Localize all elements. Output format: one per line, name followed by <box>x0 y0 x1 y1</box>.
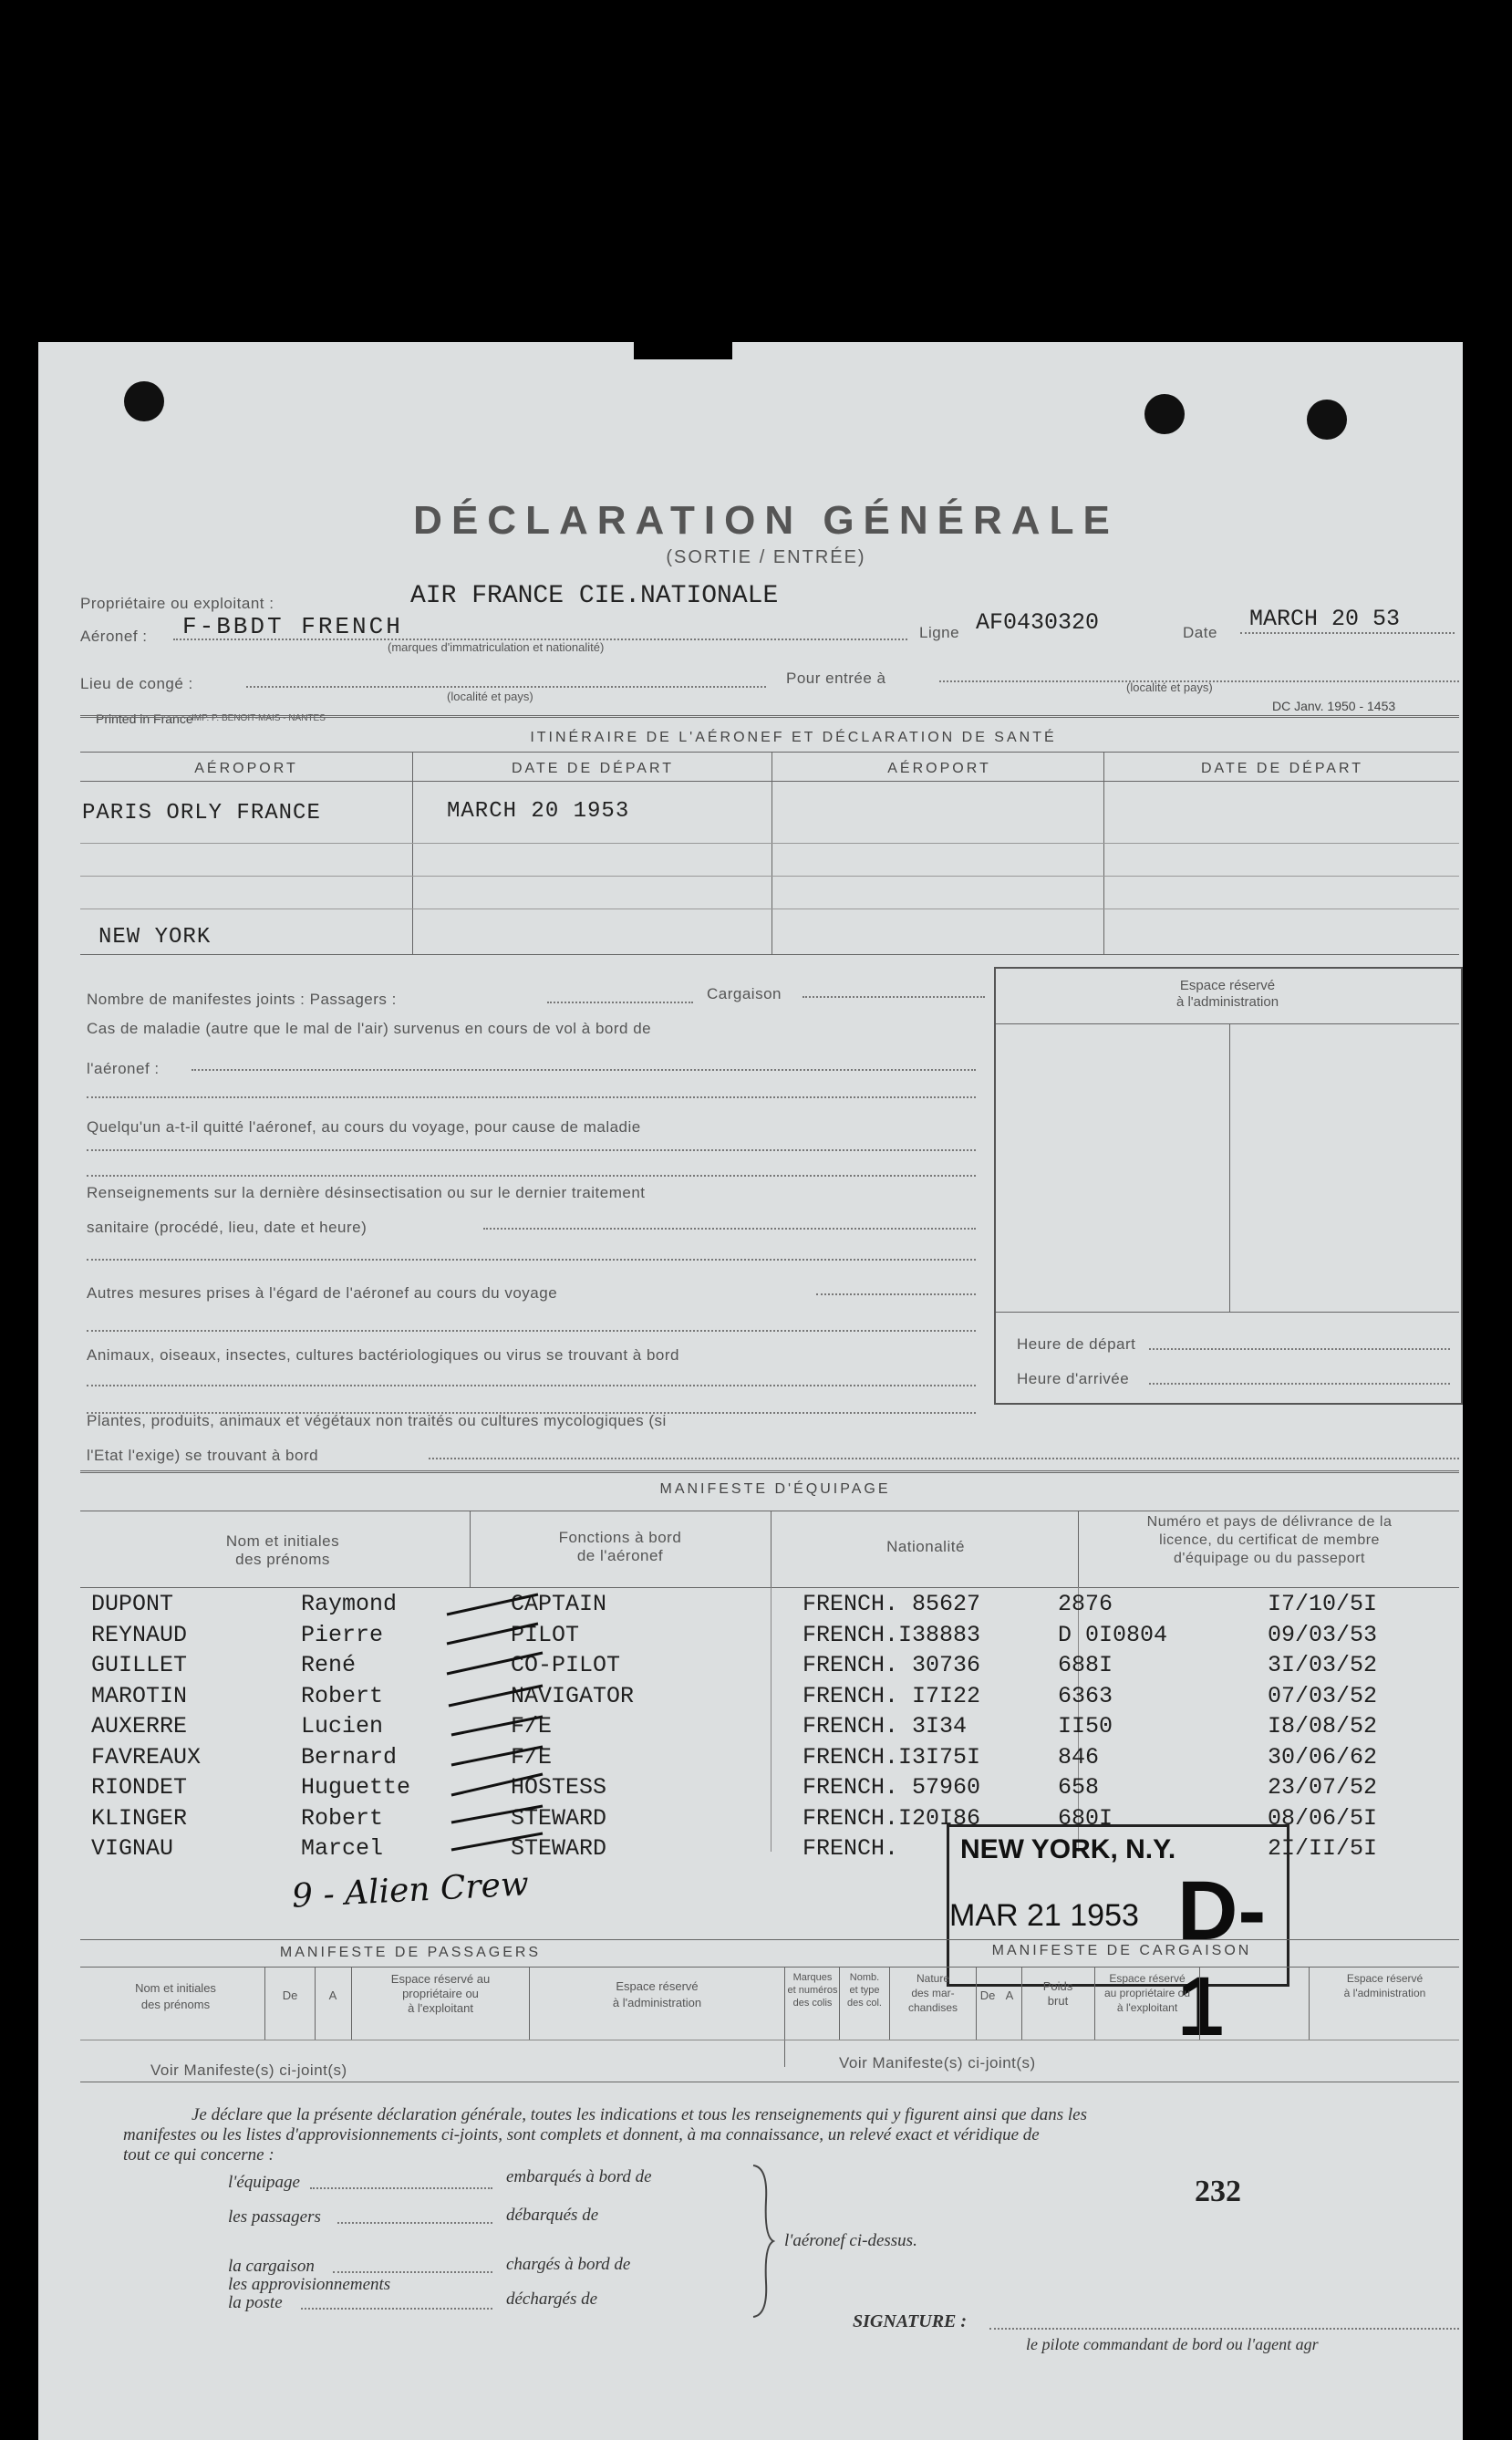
crew-nationality: FRENCH. 85627 <box>803 1591 981 1617</box>
crew-first-name: Robert <box>301 1804 384 1832</box>
cargo-h-count-1: Nomb. <box>849 1972 880 1983</box>
crew-surname: KLINGER <box>91 1804 188 1832</box>
crew-licence-number: II50 <box>1058 1713 1113 1739</box>
declaration-passengers: les passagers <box>228 2207 321 2227</box>
cargo-h-marks-3: des colis <box>792 1998 833 2009</box>
crew-function: F/E <box>511 1713 553 1739</box>
crew-first-name: Raymond <box>301 1591 398 1617</box>
cargo-h-weight-1: Poids <box>1042 1979 1073 1993</box>
declaration-crew: l'équipage <box>228 2173 300 2192</box>
cargo-h-count-2: et type <box>849 1985 880 1996</box>
crew-first-name: Bernard <box>301 1743 398 1770</box>
cargo-h-weight-2: brut <box>1047 1994 1069 2008</box>
left-aircraft-label: Quelqu'un a-t-il quitté l'aéronef, au cours du voyage, pour cause de maladie <box>87 1118 641 1136</box>
cargo-h-marks-1: Marques <box>792 1972 833 1983</box>
crew-row <box>91 1591 1459 1622</box>
crew-licence-number: 2876 <box>1058 1591 1113 1617</box>
crew-nationality: FRENCH. 57960 <box>803 1774 981 1801</box>
crew-function: CO-PILOT <box>511 1652 621 1678</box>
cargo-h-from: De <box>979 1988 996 2002</box>
crew-licence-number: 680I <box>1058 1804 1113 1832</box>
declaration-cargo: la cargaison <box>228 2257 315 2276</box>
other-measures-label: Autres mesures prises à l'égard de l'aéronef au cours du voyage <box>87 1284 558 1302</box>
cargo-label: Cargaison <box>707 985 782 1002</box>
cargo-h-nature-3: chandises <box>907 2001 958 2014</box>
crew-nationality: FRENCH.I38883 <box>803 1621 981 1648</box>
departure-time-label: Heure de départ <box>1017 1335 1136 1353</box>
declaration-aircraft: l'aéronef ci-dessus. <box>784 2231 917 2250</box>
crew-function: CAPTAIN <box>511 1591 607 1617</box>
signature-label: SIGNATURE : <box>853 2311 968 2331</box>
col-airport: AÉROPORT <box>194 761 298 776</box>
aircraft-note: (marques d'immatriculation et nationalité) <box>388 640 605 654</box>
crew-licence-number: 658 <box>1058 1774 1100 1801</box>
crew-function: F/E <box>511 1743 553 1770</box>
col-crew-function-2: de l'aéronef <box>576 1547 664 1564</box>
stamp-date: MAR 21 1953 <box>949 1898 1139 1933</box>
entry-label: Pour entrée à <box>786 670 886 687</box>
crew-first-name: Huguette <box>301 1774 411 1801</box>
disinsect-line2: sanitaire (procédé, lieu, date et heure) <box>87 1219 368 1236</box>
crew-licence-date: 3I/03/52 <box>1268 1652 1378 1678</box>
form-reference: DC Janv. 1950 - 1453 <box>1272 699 1396 713</box>
col-crew-licence-3: d'équipage ou du passeport <box>1174 1551 1365 1566</box>
crew-surname: RIONDET <box>91 1774 188 1801</box>
animals-label: Animaux, oiseaux, insectes, cultures bactériologiques ou virus se trouvant à bord <box>87 1346 679 1364</box>
pax-h-op-1: Espace réservé au <box>390 1972 491 1986</box>
stamp-place: NEW YORK, N.Y. <box>960 1834 1176 1864</box>
punch-hole <box>1307 400 1347 440</box>
crew-row <box>91 1744 1459 1775</box>
crew-function: HOSTESS <box>511 1774 607 1801</box>
cargo-h-op-2: au propriétaire ou <box>1103 1987 1191 1999</box>
admin-title-2: à l'administration <box>1175 994 1279 1010</box>
crew-licence-number: 6363 <box>1058 1682 1113 1709</box>
entry-note: (localité et pays) <box>1126 680 1213 694</box>
crew-manifest-title: MANIFESTE D'ÉQUIPAGE <box>659 1481 891 1497</box>
owner-value: AIR FRANCE CIE.NATIONALE <box>410 582 779 610</box>
line-label: Ligne <box>919 624 960 641</box>
cargo-h-op-3: à l'exploitant <box>1116 2001 1178 2014</box>
cargo-h-admin-2: à l'administration <box>1343 1987 1426 1999</box>
col-departure-date-2: DATE DE DÉPART <box>1200 761 1364 776</box>
crew-surname: MAROTIN <box>91 1682 188 1709</box>
col-crew-licence-2: licence, du certificat de membre <box>1159 1532 1380 1548</box>
crew-licence-date: I8/08/52 <box>1268 1713 1378 1739</box>
form-subtitle: (SORTIE / ENTRÉE) <box>666 547 866 567</box>
declaration-loaded: chargés à bord de <box>506 2255 631 2274</box>
declaration-line3: tout ce qui concerne : <box>123 2145 274 2165</box>
crew-licence-number: 688I <box>1058 1652 1113 1678</box>
admin-title-1: Espace réservé <box>1179 978 1276 993</box>
itinerary-row1-date: MARCH 20 1953 <box>447 799 630 824</box>
handwritten-alien-crew: 9 - Alien Crew <box>291 1865 530 1916</box>
sickness-line1: Cas de maladie (autre que le mal de l'air) survenus en cours de vol à bord de <box>87 1020 652 1037</box>
itinerary-row1-airport: PARIS ORLY FRANCE <box>82 801 321 825</box>
cargo-see-attached: Voir Manifeste(s) ci-joint(s) <box>839 2054 1036 2071</box>
passenger-manifest-title: MANIFESTE DE PASSAGERS <box>279 1945 542 1960</box>
crew-licence-date: I7/10/5I <box>1268 1591 1378 1617</box>
pax-h-to: A <box>328 1988 337 2002</box>
col-crew-licence-1: Numéro et pays de délivrance de la <box>1146 1514 1393 1530</box>
declaration-embarked: embarqués à bord de <box>506 2167 652 2186</box>
crew-licence-number: D 0I0804 <box>1058 1621 1168 1648</box>
date-value: MARCH 20 53 <box>1249 606 1401 632</box>
sickness-line2: l'aéronef : <box>87 1060 160 1077</box>
crew-nationality: FRENCH.I3I75I <box>803 1743 981 1770</box>
crew-licence-date: 07/03/52 <box>1268 1682 1378 1709</box>
itinerary-last-airport: NEW YORK <box>98 925 212 950</box>
crew-nationality: FRENCH.I20I86 <box>803 1804 981 1832</box>
crew-first-name: René <box>301 1652 357 1678</box>
col-crew-function-1: Fonctions à bord <box>558 1529 682 1546</box>
crew-first-name: Marcel <box>301 1835 384 1862</box>
pax-h-name-1: Nom et initiales <box>135 1981 216 1995</box>
signature-note: le pilote commandant de bord ou l'agent agr <box>1026 2335 1319 2353</box>
pax-h-admin-1: Espace réservé <box>616 1979 699 1993</box>
cargo-manifest-title: MANIFESTE DE CARGAISON <box>991 1943 1252 1958</box>
crew-licence-date: 09/03/53 <box>1268 1621 1378 1648</box>
declaration-line1: Je déclare que la présente déclaration générale, toutes les indications et tous les renseignements qui y figurent ainsi que dans les <box>192 2105 1087 2124</box>
arrival-time-label: Heure d'arrivée <box>1017 1370 1130 1387</box>
crew-row <box>91 1622 1459 1653</box>
pax-h-from: De <box>282 1988 298 2002</box>
line-value: AF0430320 <box>976 609 1100 636</box>
cargo-h-to: A <box>1005 1988 1014 2002</box>
crew-first-name: Lucien <box>301 1713 384 1739</box>
declaration-disembarked: débarqués de <box>506 2206 599 2225</box>
crew-surname: AUXERRE <box>91 1713 188 1739</box>
col-crew-name-1: Nom et initiales <box>225 1532 340 1550</box>
manifests-label: Nombre de manifestes joints : Passagers : <box>87 991 397 1008</box>
cargo-h-nature-1: Nature <box>916 1972 950 1985</box>
declaration-supplies: les approvisionnements <box>228 2275 391 2294</box>
departure-place-note: (localité et pays) <box>447 690 533 703</box>
pax-h-admin-2: à l'administration <box>612 1996 702 2009</box>
col-departure-date: DATE DE DÉPART <box>511 761 675 776</box>
col-crew-name-2: des prénoms <box>235 1551 330 1568</box>
crew-nationality: FRENCH. <box>803 1835 899 1862</box>
cargo-h-op-1: Espace réservé <box>1109 1972 1186 1985</box>
pen-strokes <box>429 1578 702 1870</box>
pax-h-op-2: propriétaire ou <box>402 1987 479 2000</box>
cargo-h-count-3: des col. <box>847 1998 882 2009</box>
crew-function: STEWARD <box>511 1835 607 1862</box>
brace <box>748 2164 775 2319</box>
crew-function: STEWARD <box>511 1804 607 1832</box>
crew-surname: GUILLET <box>91 1652 188 1678</box>
crew-nationality: FRENCH. 3I34 <box>803 1713 968 1739</box>
departure-place-label: Lieu de congé : <box>80 675 193 692</box>
binder-tab <box>634 328 732 359</box>
declaration-unloaded: déchargés de <box>506 2289 598 2309</box>
crew-row <box>91 1683 1459 1714</box>
printed-in: Printed in France <box>96 711 193 726</box>
owner-label: Propriétaire ou exploitant : <box>80 595 274 612</box>
crew-first-name: Robert <box>301 1682 384 1709</box>
disinsect-line1: Renseignements sur la dernière désinsectisation ou sur le dernier traitement <box>87 1184 646 1201</box>
crew-licence-date: 30/06/62 <box>1268 1743 1378 1770</box>
crew-row <box>91 1652 1459 1683</box>
date-label: Date <box>1183 624 1217 641</box>
crew-surname: DUPONT <box>91 1591 174 1617</box>
crew-nationality: FRENCH. 30736 <box>803 1652 981 1678</box>
crew-surname: FAVREAUX <box>91 1743 202 1770</box>
col-crew-nationality: Nationalité <box>886 1538 965 1555</box>
crew-licence-date: 08/06/5I <box>1268 1804 1378 1832</box>
crew-surname: VIGNAU <box>91 1835 174 1862</box>
crew-licence-date: 2I/II/5I <box>1268 1835 1378 1862</box>
crew-row <box>91 1713 1459 1744</box>
crew-surname: REYNAUD <box>91 1621 188 1648</box>
aircraft-value: F-BBDT FRENCH <box>182 613 403 640</box>
plants-line2: l'Etat l'exige) se trouvant à bord <box>87 1447 319 1464</box>
crew-nationality: FRENCH. I7I22 <box>803 1682 981 1709</box>
punch-hole <box>1144 394 1185 434</box>
cargo-h-marks-2: et numéros <box>787 1985 838 1996</box>
plants-line1: Plantes, produits, animaux et végétaux non traités ou cultures mycologiques (si <box>87 1412 667 1429</box>
crew-function: PILOT <box>511 1621 580 1648</box>
itinerary-title: ITINÉRAIRE DE L'AÉRONEF ET DÉCLARATION DE SANTÉ <box>530 730 1057 745</box>
pax-see-attached: Voir Manifeste(s) ci-joint(s) <box>150 2061 347 2079</box>
form-title: DÉCLARATION GÉNÉRALE <box>413 498 1119 543</box>
declaration-line2: manifestes ou les listes d'approvisionnements ci-joints, sont complets et donnent, à ma connaissance, un relevé exact et véridique de <box>123 2125 1040 2144</box>
crew-licence-date: 23/07/52 <box>1268 1774 1378 1801</box>
crew-function: NAVIGATOR <box>511 1682 635 1709</box>
cargo-h-nature-2: des mar- <box>911 1987 955 1999</box>
declaration-mail: la poste <box>228 2293 283 2312</box>
printer: IMP. P. BENOIT-MAIS - NANTES <box>192 713 326 723</box>
col-airport-2: AÉROPORT <box>887 761 991 776</box>
crew-row <box>91 1774 1459 1805</box>
punch-hole <box>124 381 164 421</box>
crew-licence-number: 846 <box>1058 1743 1100 1770</box>
cargo-h-admin-1: Espace réservé <box>1346 1972 1424 1985</box>
crew-first-name: Pierre <box>301 1621 384 1648</box>
page-number: 232 <box>1195 2175 1241 2208</box>
aircraft-label: Aéronef : <box>80 628 148 645</box>
stamp-code: D-1 <box>1177 1864 1267 2053</box>
pax-h-name-2: des prénoms <box>140 1998 211 2011</box>
pax-h-op-3: à l'exploitant <box>408 2001 473 2015</box>
